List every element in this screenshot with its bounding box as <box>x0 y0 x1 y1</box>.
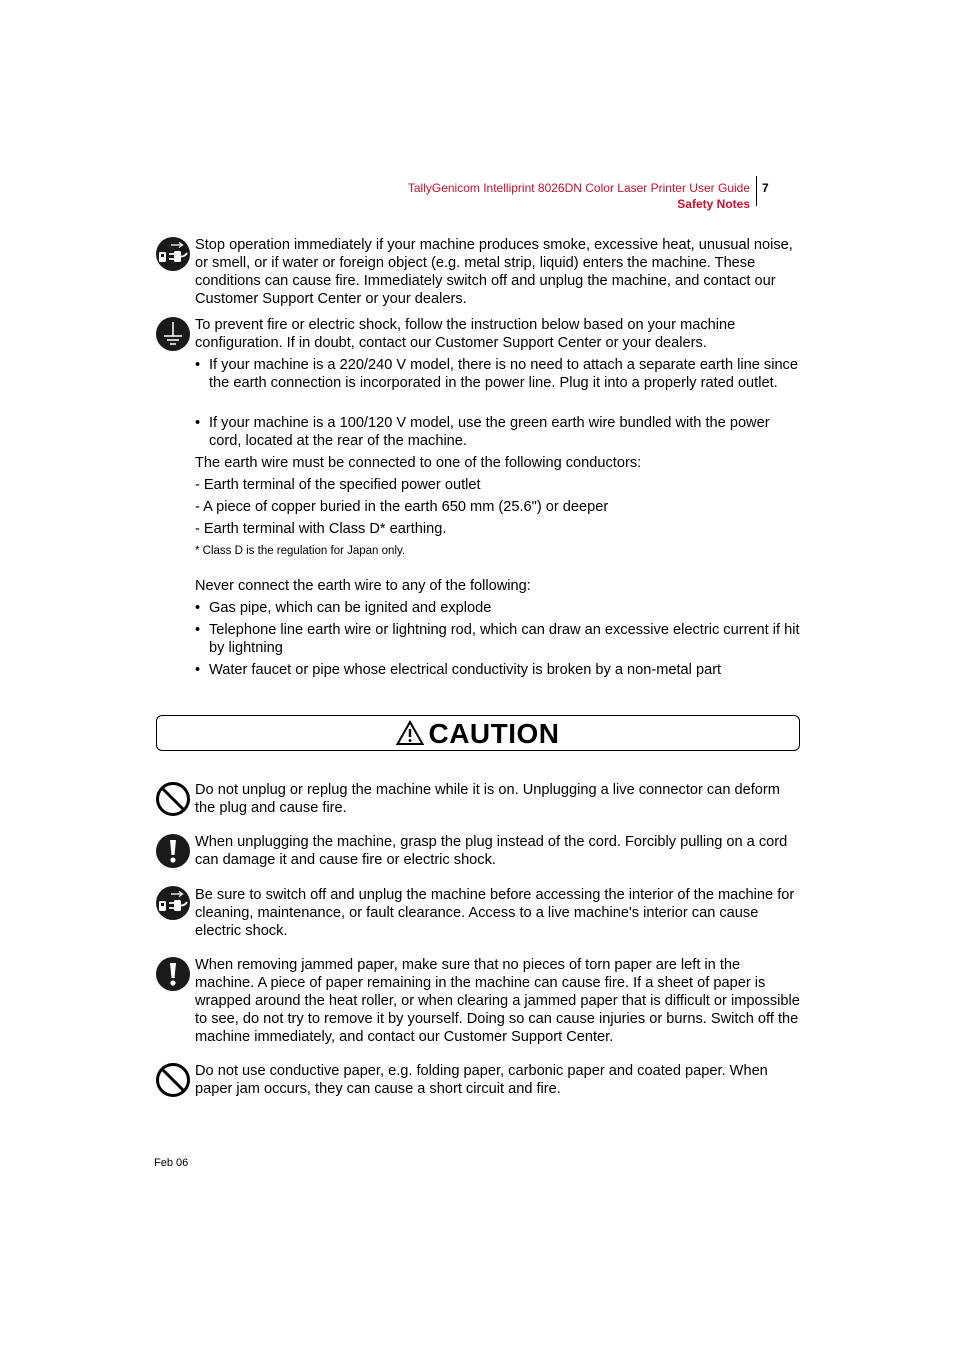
page-number: 7 <box>762 181 769 195</box>
exclamation-icon <box>155 956 191 992</box>
document-title: TallyGenicom Intelliprint 8026DN Color Laser Printer User Guide <box>407 181 750 195</box>
conductors-intro: The earth wire must be connected to one of the following conductors: <box>195 455 642 471</box>
warning-triangle-icon <box>396 720 424 746</box>
prohibited-icon <box>155 781 191 817</box>
caution-heading: CAUTION <box>428 718 560 749</box>
smoke-warning-text: Stop operation immediately if your machine produces smoke, excessive heat, unusual noise, or smell, or if water or foreign object (e.g. metal strip, liquid) enters the machine. These conditions can cause fire. Immediately switch off and unplug the machine, and contact our Customer Support Center or your dealers. <box>195 237 793 307</box>
earth-bullet: • If your machine is a 220/240 V model, there is no need to attach a separate earth line since the earth connection is incorporated in the power line. Plug it into a properly rated outlet. <box>195 357 798 391</box>
caution-item: Be sure to switch off and unplug the machine before accessing the interior of the machine for cleaning, maintenance, or fault clearance. Access to a live machine's interior can cause electric shock. <box>195 887 795 939</box>
never-bullet: • Telephone line earth wire or lightning rod, which can draw an excessive electric current if hit by lightning <box>195 622 800 656</box>
conductor-item: - Earth terminal of the specified power outlet <box>195 477 481 493</box>
never-bullet: • Gas pipe, which can be ignited and explode <box>195 600 492 616</box>
ground-icon <box>155 316 191 352</box>
unplug-icon <box>155 236 191 272</box>
conductor-item: - A piece of copper buried in the earth 650 mm (25.6") or deeper <box>195 499 609 515</box>
caution-banner <box>156 715 800 751</box>
section-title: Safety Notes <box>677 197 750 211</box>
caution-item: Do not use conductive paper, e.g. folding paper, carbonic paper and coated paper. When paper jam occurs, they can cause a short circuit and fire. <box>195 1063 768 1097</box>
unplug-icon <box>155 885 191 921</box>
footnote: * Class D is the regulation for Japan only. <box>195 545 406 557</box>
conductor-item: - Earth terminal with Class D* earthing. <box>195 521 447 537</box>
caution-item: Do not unplug or replug the machine while it is on. Unplugging a live connector can deform the plug and cause fire. <box>195 782 780 816</box>
earth-bullet: • If your machine is a 100/120 V model, use the green earth wire bundled with the power cord, located at the rear of the machine. <box>195 415 770 449</box>
never-intro: Never connect the earth wire to any of the following: <box>195 578 531 594</box>
never-bullet: • Water faucet or pipe whose electrical conductivity is broken by a non-metal part <box>195 662 722 678</box>
prohibited-icon <box>155 1062 191 1098</box>
caution-item: When unplugging the machine, grasp the plug instead of the cord. Forcibly pulling on a cord can damage it and cause fire or electric shock. <box>195 834 788 868</box>
header-divider <box>756 176 757 206</box>
caution-item: When removing jammed paper, make sure that no pieces of torn paper are left in the machine. A piece of paper remaining in the machine can cause fire. If a sheet of paper is wrapped around the heat roller, or when clearing a jammed paper that is difficult or impossible to see, do not try to remove it by yourself. Doing so can cause injuries or burns. Switch off the machine immediately, and contact our Customer Support Center. <box>195 957 800 1045</box>
earth-intro-text: To prevent fire or electric shock, follow the instruction below based on your machine configuration. If in doubt, contact our Customer Support Center or your dealers. <box>195 317 736 351</box>
footer-date: Feb 06 <box>154 1157 189 1169</box>
exclamation-icon <box>155 833 191 869</box>
